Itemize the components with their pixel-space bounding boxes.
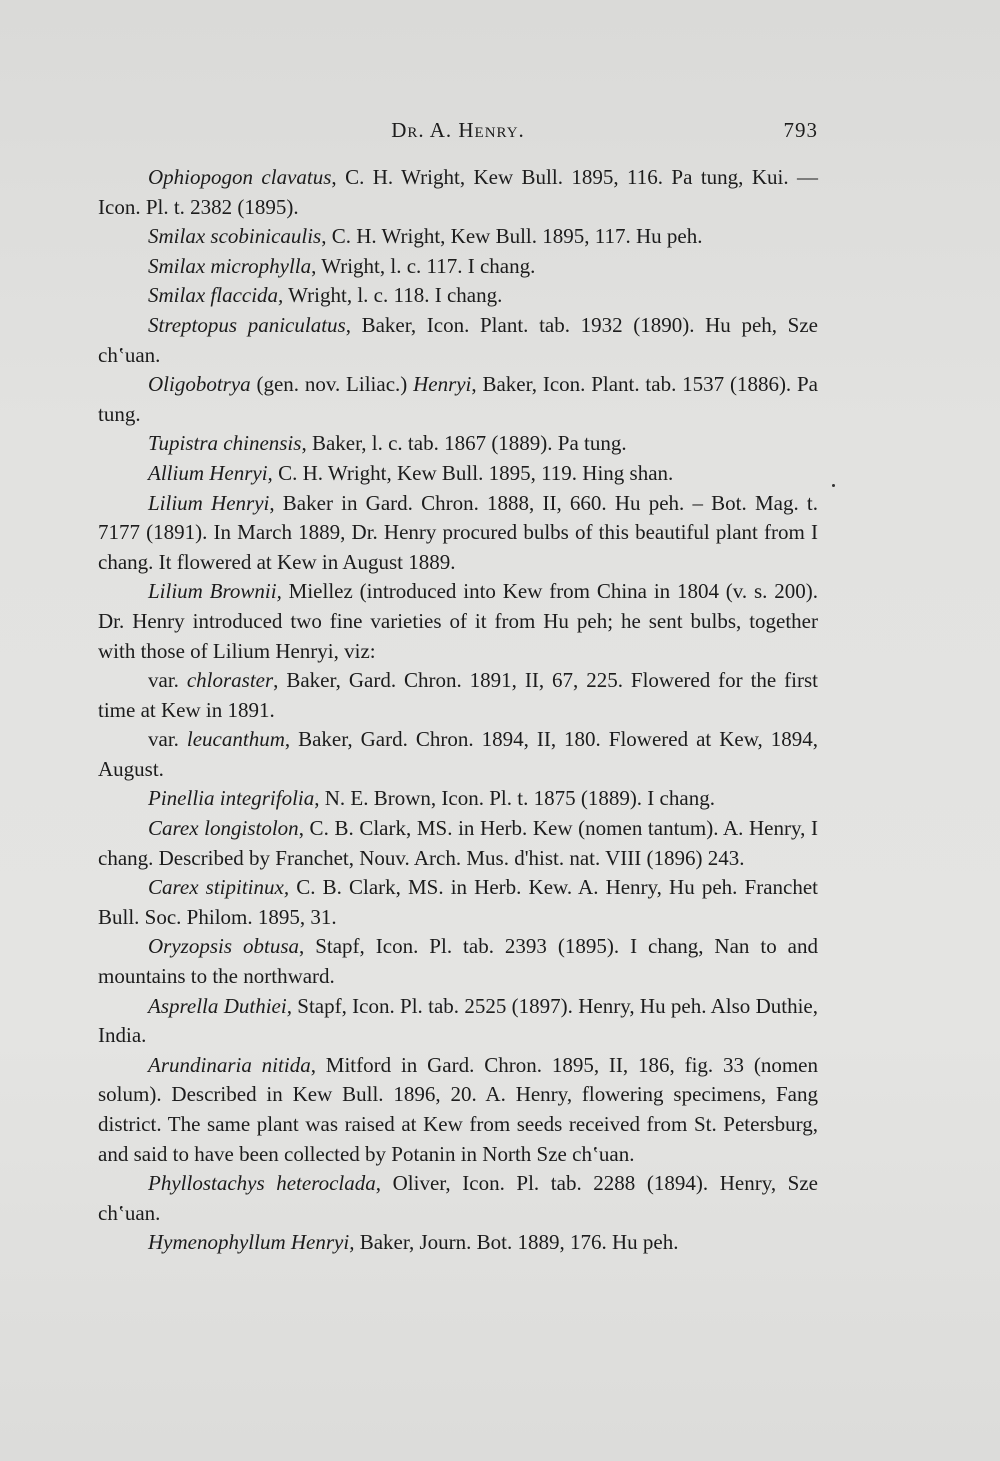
taxon-name: chloraster bbox=[186, 668, 274, 693]
list-entry bbox=[98, 1169, 818, 1228]
list-entry bbox=[98, 784, 818, 814]
list-entry bbox=[98, 1228, 818, 1258]
entry-text: , Baker, Gard. Chron. 1891, II, 67, 225. Flowered for the first time at Kew in 1891. bbox=[98, 668, 818, 722]
taxon-name: Henryi bbox=[413, 372, 472, 397]
entry-text: (gen. nov. Liliac.) bbox=[250, 372, 414, 397]
entry-text: , N. E. Brown, Icon. Pl. t. 1875 (1889). I chang. bbox=[314, 786, 715, 811]
taxon-name: Pinellia integrifolia bbox=[148, 786, 315, 811]
taxon-name: Hymenophyllum Henryi, bbox=[148, 1230, 355, 1255]
ink-speck bbox=[832, 484, 835, 487]
list-entry bbox=[98, 873, 818, 932]
list-entry bbox=[98, 814, 818, 873]
variety-prefix: var. bbox=[148, 668, 187, 693]
entry-text: C. H. Wright, Kew Bull. 1895, 119. Hing shan. bbox=[272, 460, 674, 485]
entry-text: , Baker, Gard. Chron. 1894, II, 180. Flowered at Kew, 1894, August. bbox=[98, 727, 818, 781]
page-header bbox=[98, 118, 818, 148]
list-entry bbox=[98, 577, 818, 666]
entry-text: , Baker, Icon. Plant. tab. 1932 (1890). Hu peh, Sze chʽuan. bbox=[98, 312, 818, 367]
taxon-name: Ophiopogon clavatus bbox=[148, 165, 332, 189]
entry-text: , Mitford in Gard. Chron. 1895, II, 186, fig. 33 (nomen solum). Described in Kew Bull. 1896, 20. A. Henry, flowering specimens, Fang district. The same plant was raised at Kew from seeds received from St. Petersburg, and said to have been collected by Potanin in North Sze chʽuan. bbox=[98, 1052, 818, 1166]
taxon-name: Smilax scobinicaulis bbox=[148, 224, 322, 249]
entry-text: Stapf, Icon. Pl. tab. 2525 (1897). Henry, Hu peh. Also Duthie, India. bbox=[98, 993, 819, 1048]
entry-text: Wright, l. c. 118. I chang. bbox=[283, 283, 503, 308]
taxon-name: Oryzopsis obtusa bbox=[148, 934, 299, 959]
taxon-name: Phyllostachys heteroclada bbox=[148, 1171, 376, 1196]
list-entry bbox=[98, 489, 818, 578]
variety-prefix: var. bbox=[148, 727, 187, 752]
entry-text: , Baker in Gard. Chron. 1888, II, 660. Hu peh. – Bot. Mag. t. 7177 (1891). In March 1889, Dr. Henry procured bulbs of this beautiful plant from I chang. It flowered at Kew in August 1889. bbox=[98, 490, 818, 574]
list-entry bbox=[98, 666, 818, 725]
taxon-name: Arundinaria nitida bbox=[148, 1052, 311, 1077]
entry-text: Baker, Journ. Bot. 1889, 176. Hu peh. bbox=[354, 1230, 679, 1255]
entry-text: , C. H. Wright, Kew Bull. 1895, 116. Pa tung, Kui. — Icon. Pl. t. 2382 (1895). bbox=[98, 165, 819, 219]
entry-text: , Baker, Icon. Plant. tab. 1537 (1886). Pa tung. bbox=[98, 372, 818, 426]
taxon-name: Lilium Brownii, bbox=[148, 579, 282, 604]
list-entry bbox=[98, 252, 818, 282]
entry-text: C. B. Clark, MS. in Herb. Kew. A. Henry, Hu peh. Franchet Bull. Soc. Philom. 1895, 31. bbox=[98, 875, 819, 929]
taxon-name: Lilium Henryi bbox=[148, 490, 270, 515]
entry-text: , Oliver, Icon. Pl. tab. 2288 (1894). Henry, Sze chʽuan. bbox=[98, 1171, 818, 1225]
entry-text: , Baker, l. c. tab. 1867 (1889). Pa tung. bbox=[301, 431, 627, 456]
taxon-name: Carex stipitinux, bbox=[148, 875, 290, 900]
taxon-name: Smilax flaccida, bbox=[148, 283, 284, 308]
list-entry bbox=[98, 1051, 818, 1169]
entry-text: , Wright, l. c. 117. I chang. bbox=[311, 253, 536, 278]
taxon-name: Tupistra chinensis bbox=[148, 431, 302, 456]
taxon-name: Allium Henryi, bbox=[148, 460, 273, 485]
list-entry bbox=[98, 163, 818, 222]
entry-text: , Stapf, Icon. Pl. tab. 2393 (1895). I chang, Nan to and mountains to the northward. bbox=[98, 934, 818, 989]
entry-text: , C. B. Clark, MS. in Herb. Kew (nomen tantum). A. Henry, I chang. Described by Franchet, Nouv. Arch. Mus. d'hist. nat. VIII (1896) 243. bbox=[98, 816, 818, 870]
list-entry bbox=[98, 222, 818, 252]
list-entry bbox=[98, 370, 818, 429]
list-entry bbox=[98, 459, 818, 489]
page-number: 793 bbox=[783, 118, 818, 142]
taxon-name: Smilax microphylla bbox=[148, 253, 312, 278]
list-entry bbox=[98, 992, 818, 1051]
list-entry bbox=[98, 281, 818, 311]
running-head: Dr. A. Henry. bbox=[391, 118, 525, 142]
entry-text: , C. H. Wright, Kew Bull. 1895, 117. Hu peh. bbox=[321, 224, 703, 249]
list-entry bbox=[98, 429, 818, 459]
taxon-name: Streptopus paniculatus bbox=[148, 312, 346, 337]
list-entry bbox=[98, 311, 818, 370]
species-list bbox=[98, 163, 818, 1258]
list-entry bbox=[98, 725, 818, 784]
taxon-name: Carex longistolon bbox=[148, 816, 299, 841]
list-entry bbox=[98, 932, 818, 991]
taxon-name: leucanthum bbox=[186, 727, 285, 752]
taxon-name: Asprella Duthiei, bbox=[148, 993, 292, 1018]
entry-text: Miellez (introduced into Kew from China in 1804 (v. s. 200). Dr. Henry introduced two fine varieties of it from Hu peh; he sent bulbs, together with those of Lilium Henryi, viz: bbox=[98, 579, 818, 663]
taxon-name: Oligobotrya bbox=[148, 372, 251, 397]
